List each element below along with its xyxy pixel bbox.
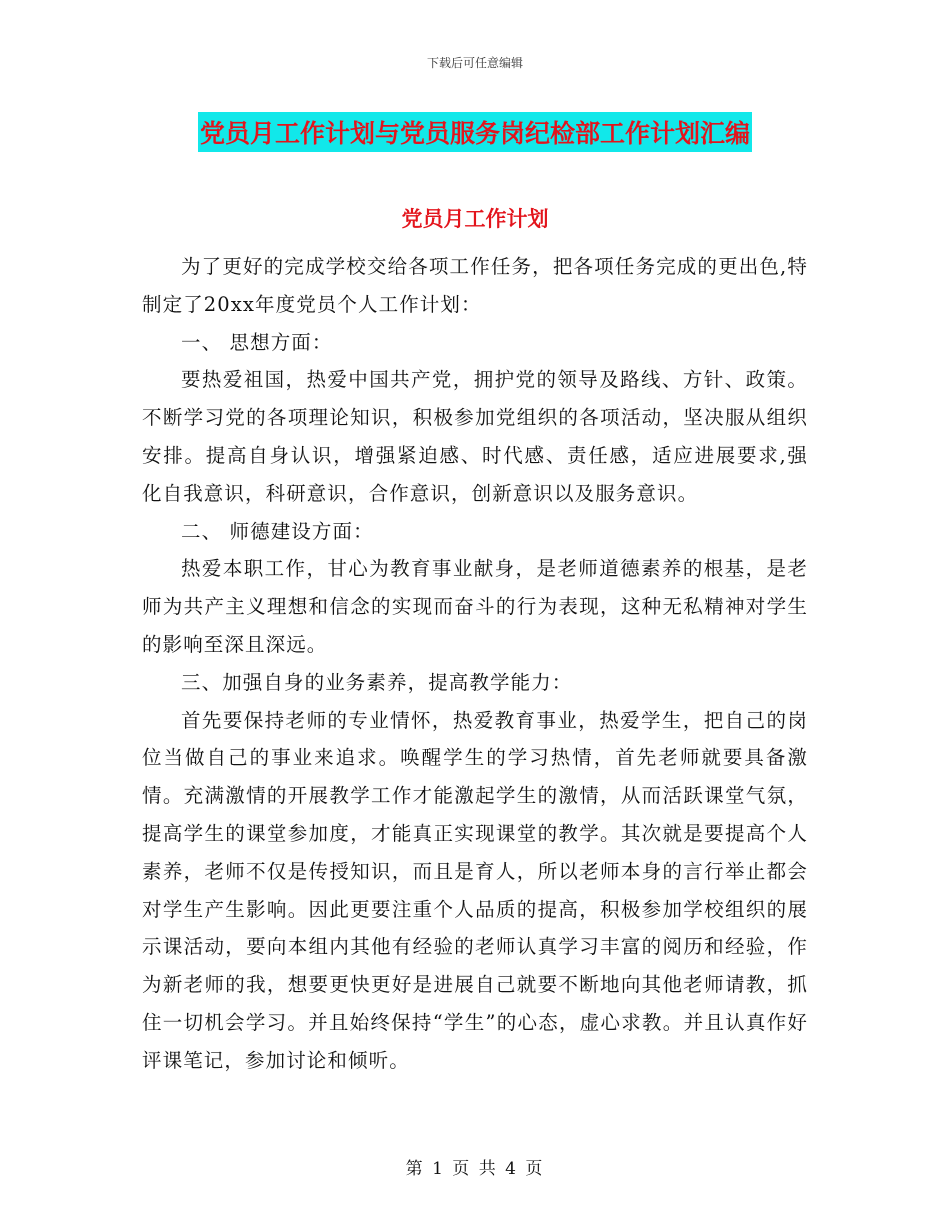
page-footer: 第 1 页 共 4 页	[405, 1159, 545, 1179]
document-title-wrap	[0, 112, 950, 152]
heading-ethics: 二、 师德建设方面：	[181, 519, 374, 543]
paragraph-ethics: 热爱本职工作，甘心为教育事业献身，是老师道德素养的根基，是老师为共产主义理想和信念的实现而奋斗的行为表现，这种无私精神对学生的影响至深且深远。	[142, 557, 808, 656]
document-title: 党员月工作计划与党员服务岗纪检部工作计划汇编	[198, 112, 752, 152]
section-title: 党员月工作计划	[401, 207, 549, 231]
paragraph-thought: 要热爱祖国，热爱中国共产党，拥护党的领导及路线、方针、政策。不断学习党的各项理论知识，积极参加党组织的各项活动，坚决服从组织安排。提高自身认识，增强紧迫感、时代感、责任感，适应进展要求,强化自我意识，科研意识，合作意识，创新意识以及服务意识。	[142, 368, 808, 505]
document-body	[142, 248, 808, 1080]
heading-thought: 一、 思想方面：	[181, 330, 333, 354]
heading-professional: 三、加强自身的业务素养，提高教学能力：	[181, 670, 573, 694]
paragraph-professional: 首先要保持老师的专业情怀，热爱教育事业，热爱学生，把自己的岗位当做自己的事业来追求。唤醒学生的学习热情，首先老师就要具备激情。充满激情的开展教学工作才能激起学生的激情，从而活跃课堂气氛，提高学生的课堂参加度，才能真正实现课堂的教学。其次就是要提高个人素养，老师不仅是传授知识，而且是育人，所以老师本身的言行举止都会对学生产生影响。因此更要注重个人品质的提高，积极参加学校组织的展示课活动，要向本组内其他有经验的老师认真学习丰富的阅历和经验，作为新老师的我，想要更快更好是进展自己就要不断地向其他老师请教，抓住一切机会学习。并且始终保持“学生”的心态，虚心求教。并且认真作好评课笔记，参加讨论和倾听。	[142, 708, 808, 1072]
header-note: 下载后可任意编辑	[426, 56, 523, 70]
paragraph-intro: 为了更好的完成学校交给各项工作任务，把各项任务完成的更出色,特制定了20xx年度党员个人工作计划：	[142, 255, 808, 316]
